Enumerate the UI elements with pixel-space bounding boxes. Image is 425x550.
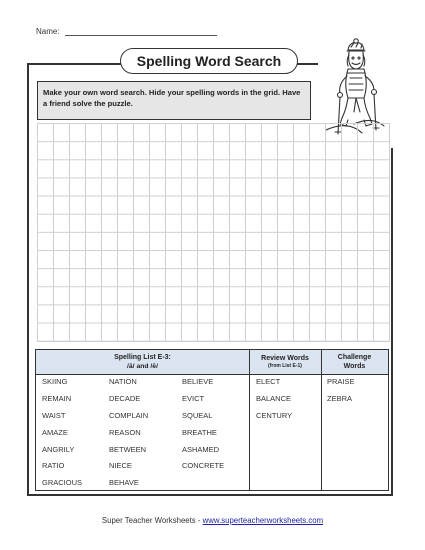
list-item: WAIST xyxy=(42,410,66,420)
challenge-words-title: Challenge xyxy=(337,354,372,361)
list-item: BELIEVE xyxy=(182,377,214,386)
list-item: SQUEAL xyxy=(182,410,213,420)
list-item: GRACIOUS xyxy=(42,478,83,488)
instructions-box: Make your own word search. Hide your spelling words in the grid. Have a friend solve the puzzle. xyxy=(37,81,311,120)
list-item: REASON xyxy=(109,427,141,437)
footer-text: Super Teacher Worksheets - xyxy=(101,516,203,525)
list-item: BALANCE xyxy=(256,393,292,403)
list-item: RATIO xyxy=(42,461,65,471)
name-line xyxy=(65,35,217,36)
spelling-column-3 xyxy=(182,377,224,478)
list-item: ELECT xyxy=(256,377,281,386)
list-item: DECADE xyxy=(109,393,141,403)
list-item: EVICT xyxy=(182,393,205,403)
list-item: NATION xyxy=(109,377,137,386)
review-words-title: Review Words xyxy=(261,355,309,362)
spelling-list-sounds: /ā/ and /ē/ xyxy=(127,363,158,370)
challenge-words-title-2: Words xyxy=(343,363,366,370)
list-item: BETWEEN xyxy=(109,444,147,454)
list-item: COMPLAIN xyxy=(109,410,149,420)
name-label: Name: xyxy=(36,27,60,36)
review-words-source: (from List E-1) xyxy=(268,363,302,369)
list-item: SKIING xyxy=(42,377,68,386)
spelling-word-table xyxy=(35,349,389,491)
list-item: AMAZE xyxy=(42,427,68,437)
list-item: PRAISE xyxy=(327,377,355,386)
spelling-column-1 xyxy=(42,377,82,495)
list-item: CONCRETE xyxy=(182,461,225,471)
footer xyxy=(0,516,425,525)
list-item: CENTURY xyxy=(256,410,293,420)
spelling-list-header xyxy=(36,350,249,374)
list-item: REMAIN xyxy=(42,393,72,403)
word-search-grid xyxy=(37,123,390,342)
list-item: ZEBRA xyxy=(327,393,353,403)
worksheet-title: Spelling Word Search xyxy=(120,48,298,74)
list-item: NIECE xyxy=(109,461,132,471)
list-item: ASHAMED xyxy=(182,444,220,454)
review-words-header xyxy=(249,350,321,374)
challenge-words-header xyxy=(321,350,388,374)
list-item: BREATHE xyxy=(182,427,217,437)
challenge-words-column xyxy=(327,377,355,411)
list-item: ANGRILY xyxy=(42,444,75,454)
spelling-column-2 xyxy=(109,377,148,495)
review-words-column xyxy=(256,377,292,428)
footer-link[interactable]: www.superteacherworksheets.com xyxy=(202,516,324,525)
spelling-list-title: Spelling List E-3: xyxy=(114,354,171,361)
list-item: BEHAVE xyxy=(109,478,139,488)
